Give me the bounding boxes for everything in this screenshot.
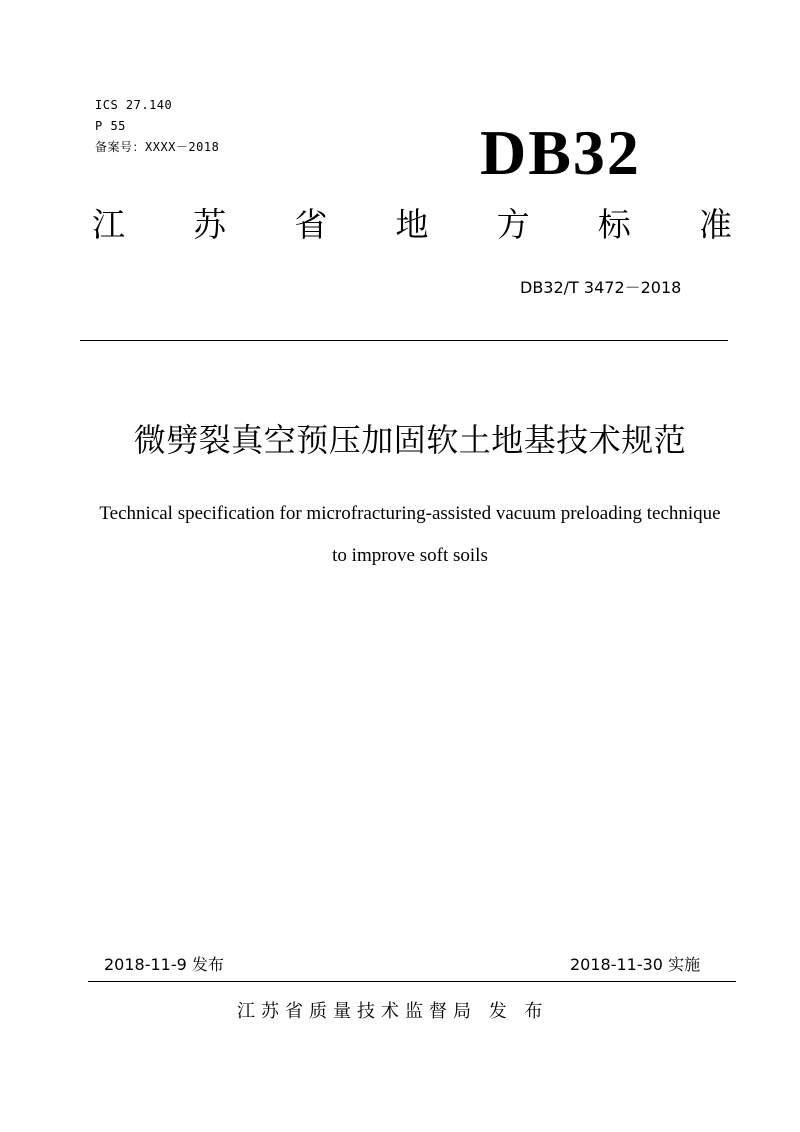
english-title-line-2: to improve soft soils (332, 545, 488, 566)
province-standard-char: 江 (92, 205, 125, 244)
province-standard-char: 省 (294, 205, 328, 244)
province-standard-title (92, 203, 732, 247)
province-standard-char: 准 (698, 205, 732, 244)
publish-date: 2018-11-9 发布 (104, 955, 224, 974)
issuing-authority: 江苏省质量技术监督局 发 布 (237, 1001, 549, 1022)
db32-logo: DB32 (480, 117, 641, 188)
classification-code: P 55 (95, 119, 126, 133)
ics-code: ICS 27.140 (95, 98, 173, 112)
english-title-line-1: Technical specification for microfracturing-assisted vacuum preloading technique (99, 503, 721, 524)
province-standard-char: 标 (597, 205, 631, 244)
filing-number: 备案号：XXXX－2018 (95, 140, 220, 154)
province-standard-char: 地 (395, 205, 429, 244)
top-divider (80, 340, 728, 341)
implement-date: 2018-11-30 实施 (570, 955, 701, 974)
province-standard-char: 方 (496, 205, 530, 244)
province-standard-char: 苏 (193, 205, 227, 244)
bottom-divider (88, 981, 736, 982)
standard-number: DB32/T 3472－2018 (520, 278, 682, 297)
chinese-title: 微劈裂真空预压加固软土地基技术规范 (133, 421, 687, 459)
